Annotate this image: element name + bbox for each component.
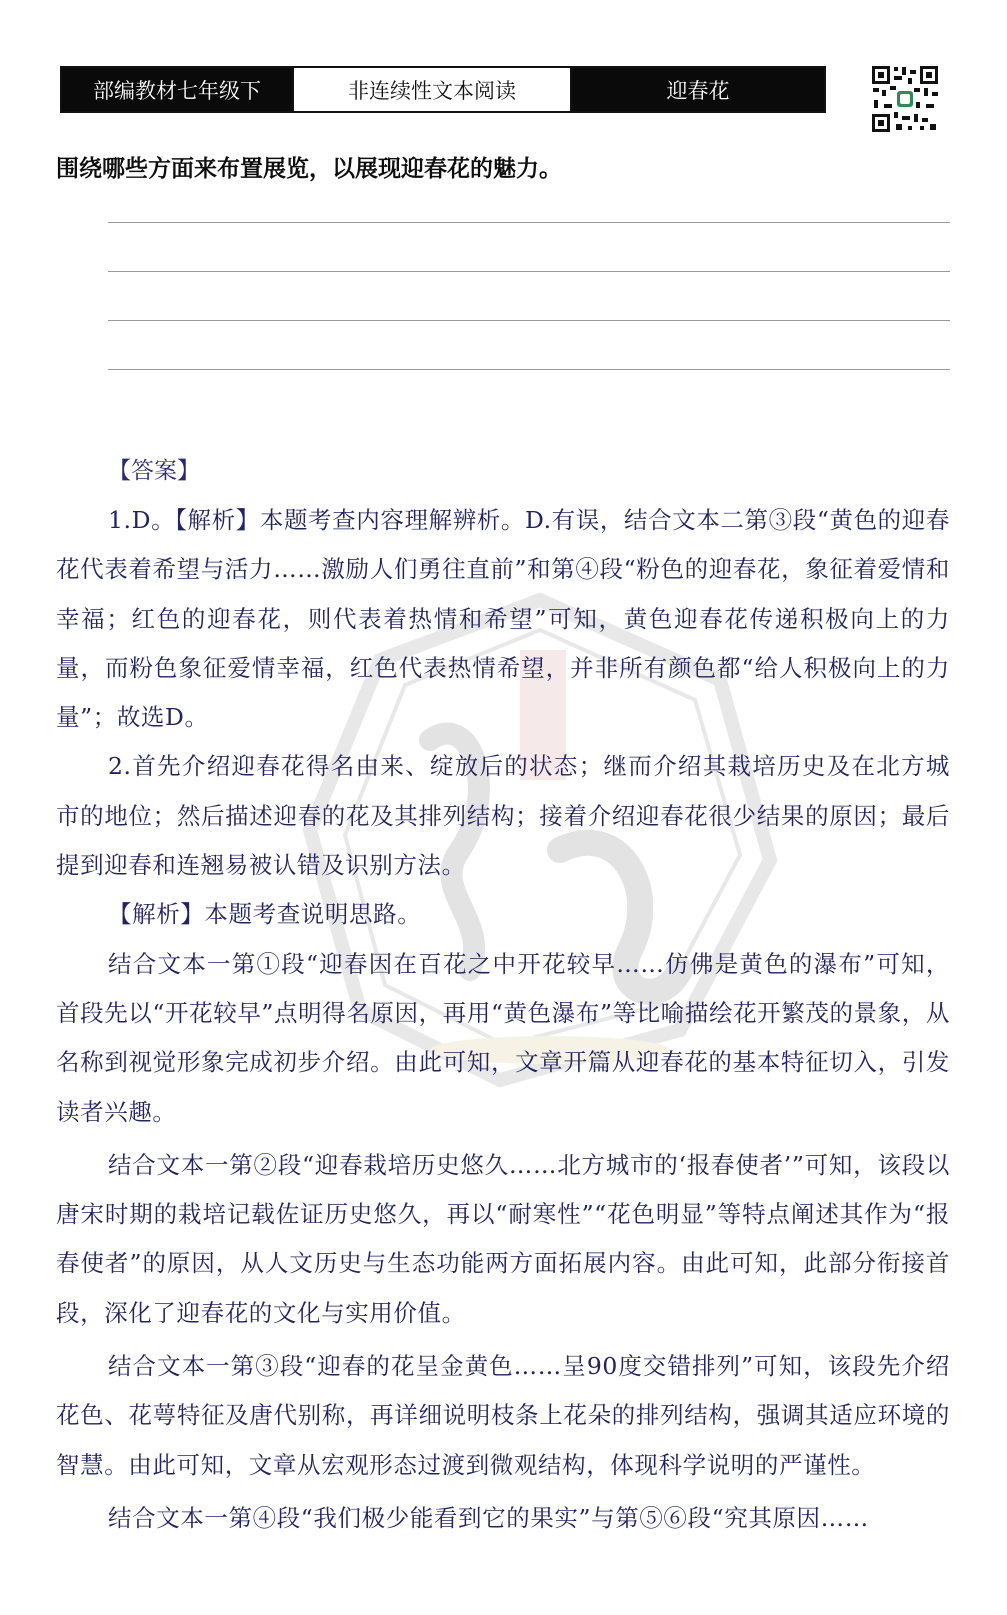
answer-line <box>108 271 950 272</box>
answer-paragraph: 结合文本一第②段“迎春栽培历史悠久……北方城市的‘报春使者’”可知，该段以唐宋时期的栽培记载佐证历史悠久，再以“耐寒性”“花色明显”等特点阐述其作为“报春使者”的原因，从人文历史与生态功能两方面拓展内容。由此可知，此部分衔接首段，深化了迎春花的文化与实用价值。 <box>56 1150 950 1327</box>
header-bar <box>60 66 826 113</box>
answer-line <box>108 222 950 223</box>
header-topic: 迎春花 <box>572 68 824 111</box>
answer-paragraph: 结合文本一第①段“迎春因在百花之中开花较早……仿佛是黄色的瀑布”可知，首段先以“开花较早”点明得名原因，再用“黄色瀑布”等比喻描绘花开繁茂的景象，从名称到视觉形象完成初步介绍。由此可知，文章开篇从迎春花的基本特征切入，引发读者兴趣。 <box>56 949 950 1126</box>
answer-line <box>108 320 950 321</box>
answer-paragraph: 1.D。【解析】本题考查内容理解辨析。D.有误，结合文本二第③段“黄色的迎春花代表着希望与活力……激励人们勇往直前”和第④段“粉色的迎春花，象征着爱情和幸福；红色的迎春花，则代表着热情和希望”可知，黄色迎春花传递积极向上的力量，而粉色象征爱情幸福，红色代表热情希望，并非所有颜色都“给人积极向上的力量”；故选D。 <box>56 506 950 732</box>
answer-paragraph: 结合文本一第④段“我们极少能看到它的果实”与第⑤⑥段“究其原因…… <box>108 1503 869 1532</box>
question-text: 围绕哪些方面来布置展览，以展现迎春花的魅力。 <box>56 155 562 182</box>
answer-body <box>56 496 950 1543</box>
answer-label: 【答案】 <box>108 458 200 484</box>
answer-paragraph: 2.首先介绍迎春花得名由来、绽放后的状态；继而介绍其栽培历史及在北方城市的地位；然后描述迎春的花及其排列结构；接着介绍迎春花很少结果的原因；最后提到迎春和连翘易被认错及识别方法。 <box>56 752 950 880</box>
answer-paragraph: 【解析】本题考查说明思路。 <box>108 900 422 929</box>
answer-paragraph: 结合文本一第③段“迎春的花呈金黄色……呈90度交错排列”可知，该段先介绍花色、花萼特征及唐代别称，再详细说明枝条上花朵的排列结构，强调其适应环境的智慧。由此可知，文章从宏观形态过渡到微观结构，体现科学说明的严谨性。 <box>56 1352 950 1479</box>
header-section: 非连续性文本阅读 <box>292 68 572 111</box>
header-grade: 部编教材七年级下 <box>62 68 292 111</box>
answer-line <box>108 369 950 370</box>
qr-code-icon[interactable] <box>870 64 940 134</box>
